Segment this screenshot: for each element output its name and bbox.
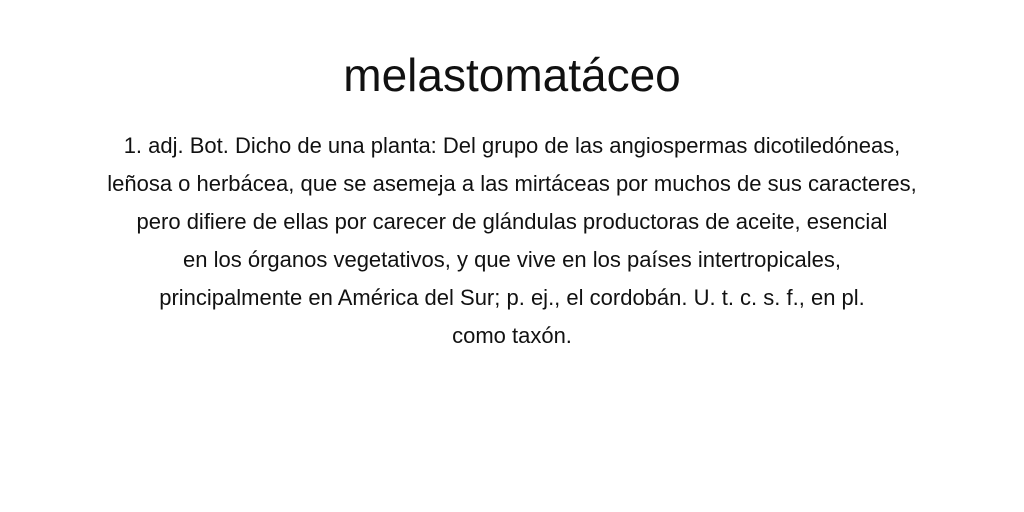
definition-line: pero difiere de ellas por carecer de glándulas productoras de aceite, esencial	[136, 209, 888, 234]
definition-line: como taxón.	[452, 323, 572, 348]
headword-title: melastomatáceo	[343, 49, 681, 101]
definition-line: en los órganos vegetativos, y que vive en los países intertropicales,	[183, 247, 841, 272]
definition-line: leñosa o herbácea, que se asemeja a las mirtáceas por muchos de sus caracteres,	[107, 171, 917, 196]
definition-line: principalmente en América del Sur; p. ej., el cordobán. U. t. c. s. f., en pl.	[159, 285, 865, 310]
definition-line: 1. adj. Bot. Dicho de una planta: Del grupo de las angiospermas dicotiledóneas,	[123, 133, 901, 158]
definition-text	[0, 127, 1024, 355]
